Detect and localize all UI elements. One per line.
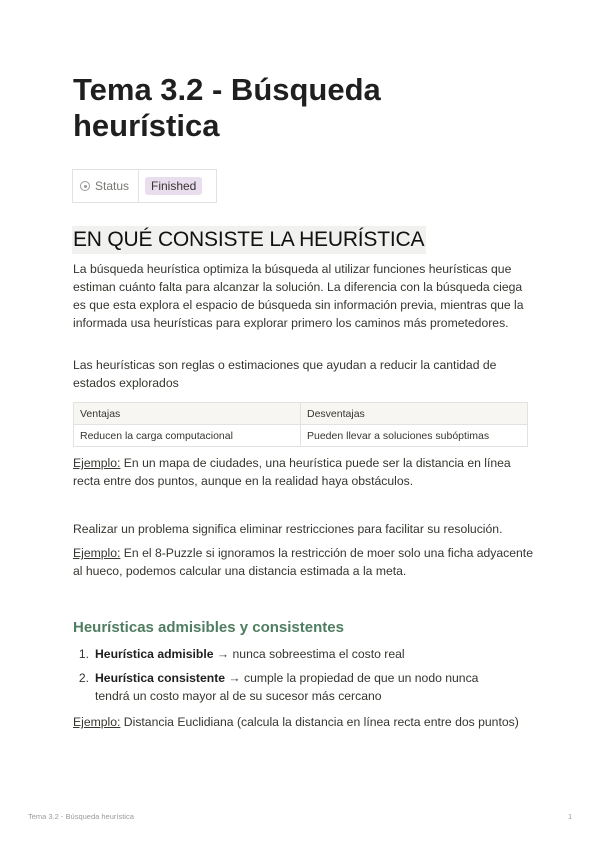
status-label: Status <box>95 179 130 193</box>
section-heading-admisibles: Heurísticas admisibles y consistentes <box>73 619 344 636</box>
list-item <box>73 645 513 663</box>
intro-paragraph: La búsqueda heurística optimiza la búsqueda al utilizar funciones heurísticas que estiman cuánto falta para alcanzar la solución. La diferencia con la búsqueda ciega es que esta explora el espacio de búsqueda sin información previa, mientras que la informada usa heurísticas para explorar primero los caminos más prometedores. <box>73 262 524 330</box>
example-paragraph-2 <box>73 544 533 580</box>
table-cell: Reducen la carga computacional <box>74 425 301 447</box>
list-item-number: 2. <box>78 671 89 685</box>
list-item-text: → nunca sobreestima el costo real <box>213 647 405 661</box>
example-label: Ejemplo: <box>73 546 121 560</box>
example-text: En un mapa de ciudades, una heurística puede ser la distancia en línea recta entre dos puntos, aunque en la realidad haya obstáculos. <box>73 456 511 488</box>
definition-paragraph: Las heurísticas son reglas o estimaciones que ayudan a reducir la cantidad de estados explorados <box>73 358 497 390</box>
properties-table <box>72 169 217 203</box>
table-cell: Pueden llevar a soluciones subóptimas <box>301 425 528 447</box>
numbered-list <box>73 645 513 711</box>
footer-page-number: 1 <box>568 812 573 821</box>
table-row <box>74 425 528 447</box>
example-label: Ejemplo: <box>73 456 121 470</box>
pros-cons-table <box>73 402 528 447</box>
table-header-desventajas: Desventajas <box>301 403 528 425</box>
section-heading-heuristica: EN QUÉ CONSISTE LA HEURÍSTICA <box>72 226 426 254</box>
footer-title: Tema 3.2 - Búsqueda heurística <box>28 812 134 821</box>
status-circle-icon <box>80 181 90 191</box>
relaxation-paragraph: Realizar un problema significa eliminar restricciones para facilitar su resolución. <box>73 522 503 536</box>
example-paragraph-1 <box>73 454 533 490</box>
example-text: En el 8-Puzzle si ignoramos la restricción de moer solo una ficha adyacente al hueco, podemos calcular una distancia estimada a la meta. <box>73 546 533 578</box>
list-item-term: Heurística consistente <box>95 671 226 685</box>
example-paragraph-3 <box>73 713 533 731</box>
list-item-number: 1. <box>78 647 89 661</box>
status-property-name <box>73 170 139 202</box>
list-item <box>73 669 513 705</box>
list-item-text: → cumple la propiedad de que un nodo nunca tendrá un costo mayor al de su sucesor más cercano <box>95 671 479 703</box>
status-badge[interactable]: Finished <box>145 177 202 195</box>
example-text: Distancia Euclidiana (calcula la distancia en línea recta entre dos puntos) <box>120 715 519 729</box>
status-property-value[interactable] <box>139 177 202 195</box>
list-item-term: Heurística admisible <box>95 647 214 661</box>
example-label: Ejemplo: <box>73 715 121 729</box>
table-header-ventajas: Ventajas <box>74 403 301 425</box>
table-header-row <box>74 403 528 425</box>
page-title: Tema 3.2 - Búsqueda heurística <box>73 72 381 143</box>
